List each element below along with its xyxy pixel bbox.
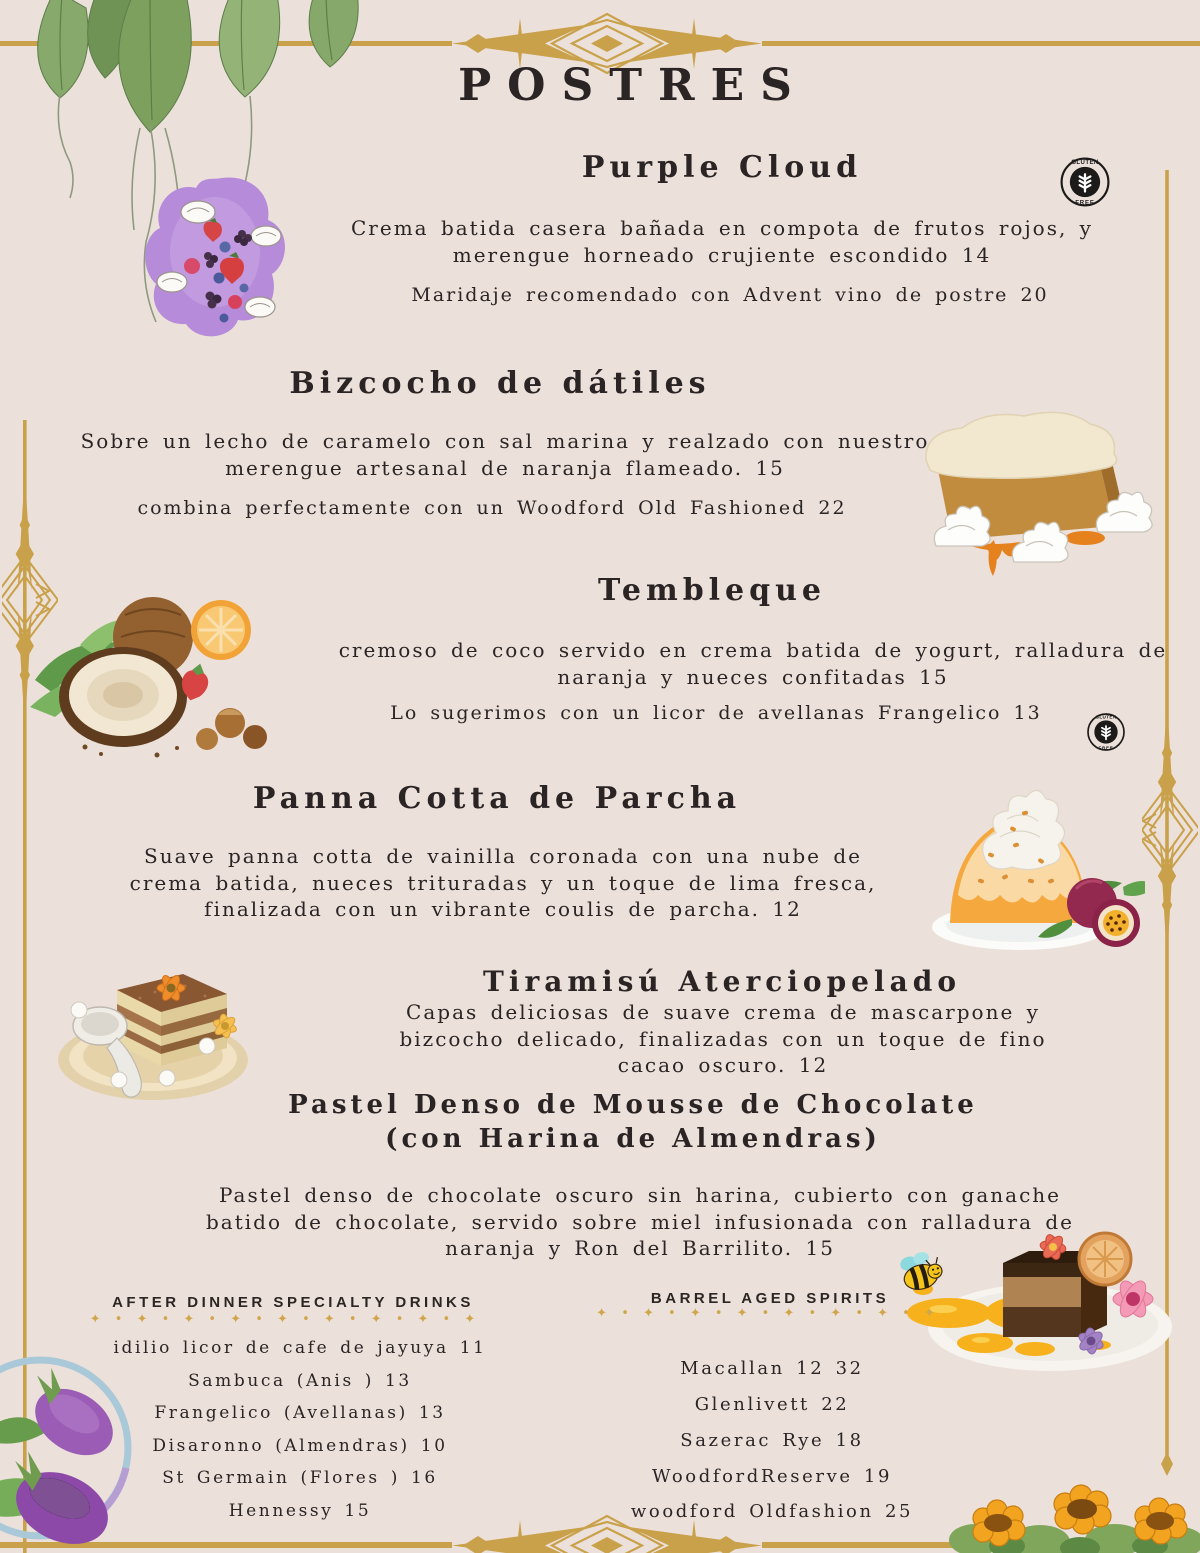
desc-line: naranja y Ron del Barrilito. 15 [445,1236,835,1260]
menu-item-description [81,428,930,481]
desc-line: Capas deliciosas de suave crema de mascarpone y [406,1000,1040,1024]
menu-item-name: Panna Cotta de Parcha [252,781,742,816]
menu-item-name: Tiramisú Aterciopelado [482,965,962,998]
gluten-free-text-bottom: FREE [1098,745,1114,751]
name-line: (con Harina de Almendras) [385,1124,881,1154]
drink-list-item: Frangelico (Avellanas) 13 [154,1403,446,1423]
gluten-free-text-top: GLUTEN [1071,160,1099,167]
desc-line: merengue artesanal de naranja flameado. 15 [225,455,785,480]
menu-item-description [206,1182,1074,1262]
pairing-note: combina perfectamente con un Woodford Old Fashioned 22 [137,497,847,519]
desc-line: naranja y nueces confitadas 15 [557,664,949,689]
menu-item-description [351,215,1093,268]
desc-line: Sobre un lecho de caramelo con sal marina y realzado con nuestro [80,429,930,453]
eggplants-illustration [0,1338,135,1553]
menu-item-description [399,999,1046,1079]
pairing-note: Lo sugerimos con un licor de avellanas Frangelico 13 [390,702,1042,724]
page-title: POSTRES [458,60,808,111]
drink-list-item: Disaronno (Almendras) 10 [152,1436,448,1456]
desc-line: bizcocho delicado, finalizadas con un toque de fino [399,1026,1047,1051]
spirit-list-item: woodford Oldfashion 25 [630,1501,914,1522]
marigold-flower [1054,1485,1111,1534]
gluten-free-text-bottom: FREE [1075,200,1095,207]
marigold-flower [1135,1498,1187,1544]
desc-line: finalizada con un vibrante coulis de parcha. 12 [204,897,802,921]
sparkle-divider: ✦ • ✦ • ✦ • ✦ • ✦ • ✦ • ✦ • ✦ [596,1306,940,1321]
panna-cotta-illustration [920,775,1145,955]
gluten-free-icon [1059,156,1111,208]
desc-line: Pastel denso de chocolate oscuro sin harina, cubierto con ganache [218,1183,1062,1207]
purple-cloud-illustration [140,172,305,347]
menu-item-name [288,1088,978,1156]
gluten-free-text-top: GLUTEN [1095,714,1117,720]
desc-line: Suave panna cotta de vainilla coronada con una nube de [144,844,862,868]
name-line: Pastel Denso de Mousse de Chocolate [288,1090,978,1120]
menu-item-name: Tembleque [597,573,827,608]
drink-list-item: idilio licor de cafe de jayuya 11 [113,1338,487,1358]
desc-line: Crema batida casera bañada en compota de frutos rojos, y [351,216,1093,240]
menu-item-name: Purple Cloud [581,150,863,185]
desc-line: batido de chocolate, servido sobre miel infusionada con ralladura de [206,1209,1074,1234]
spirit-list-item: Sazerac Rye 18 [680,1430,864,1451]
spirit-list-item: Glenlivett 22 [694,1394,850,1415]
marigold-flower [973,1500,1025,1546]
after-dinner-title: AFTER DINNER SPECIALTY DRINKS [112,1294,474,1311]
drink-list-item: Hennessy 15 [228,1501,372,1521]
barrel-aged-title: BARREL AGED SPIRITS [650,1290,890,1307]
coconut-illustration [25,585,280,765]
drink-list-item: Sambuca (Anis ) 13 [188,1371,412,1391]
tiramisu-illustration [55,948,255,1108]
drink-list-item: St Germain (Flores ) 16 [162,1468,438,1488]
menu-item-name: Bizcocho de dátiles [289,366,711,401]
desc-line: merengue horneado crujiente escondido 14 [452,242,992,267]
desc-line: cremoso de coco servido en crema batida de yogurt, ralladura de [338,638,1168,662]
menu-item-description [339,637,1168,690]
dried-orange-slice [1079,1233,1131,1285]
pairing-note: Maridaje recomendado con Advent vino de postre 20 [411,284,1049,306]
gluten-free-icon [1086,712,1126,752]
sparkle-divider: ✦ • ✦ • ✦ • ✦ • ✦ • ✦ • ✦ • ✦ • ✦ [89,1312,481,1327]
marigolds-illustration [945,1478,1200,1553]
spirit-list-item: Macallan 12 32 [680,1358,864,1379]
desc-line: crema batida, nueces trituradas y un toque de lima fresca, [129,870,877,895]
desc-line: cacao oscuro. 12 [617,1053,829,1077]
bizcocho-cake-illustration [900,398,1160,583]
menu-item-description [130,843,877,923]
spirit-list-item: WoodfordReserve 19 [651,1466,893,1487]
